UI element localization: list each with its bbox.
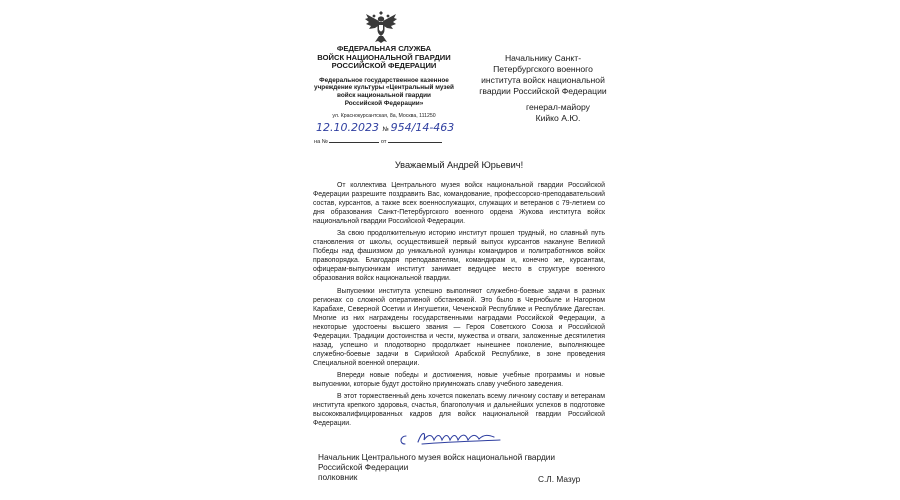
salutation: Уважаемый Андрей Юрьевич!: [394, 160, 524, 170]
recipient-name: Кийко А.Ю.: [535, 113, 581, 123]
sender-address: ул. Краснокурсантская, 8а, Москва, 111250: [332, 113, 436, 120]
recipient-rank: генерал-майору: [526, 102, 590, 112]
letter-body: [313, 181, 605, 431]
inst-line-2: учреждение культуры «Центральный музей: [314, 84, 454, 92]
registration-line: 12.10.2023 № 954/14-463: [316, 121, 455, 134]
closing-line-1: Начальник Центрального музея войск национальной гвардии: [318, 452, 556, 462]
recipient-line-1: Начальнику Санкт-: [504, 53, 582, 63]
inst-line-4: Российской Федерации»: [344, 99, 424, 107]
handwritten-date: 12.10.2023: [316, 121, 379, 134]
org-line-1: ФЕДЕРАЛЬНАЯ СЛУЖБА: [336, 44, 432, 53]
eagle-emblem-icon: [364, 8, 398, 44]
recipient-line-2: Петербургского военного: [493, 64, 593, 74]
paragraph-1: От коллектива Центрального музея войск национальной гвардии Российской Федерации разрешите поздравить Вас, командование, профессорско-преподавательский состав, курсантов, а также всех военнослужащих, служащих и ветеранов с 79-летием со дня образования Санкт-Петербургского военного ордена Жукова института войск национальной гвардии Российской Федерации.: [313, 182, 605, 226]
signer-name: С.Л. Мазур: [538, 474, 581, 484]
ref-from: от: [380, 139, 387, 145]
inst-line-1: Федеральное государственное казенное: [319, 76, 449, 84]
paragraph-2: За свою продолжительную историю институт прошел трудный, но славный путь становления от школы, осуществившей первый выпуск курсантов накануне Великой Победы над фашизмом до уникальной кузницы командиров и политработников войск правопорядка. Благодаря преподавателям, командирам и, конечно же, курсантам, офицерам-выпускникам институт занимает ведущее место в структуре военного образования войск национальной гвардии.: [313, 230, 605, 283]
handwritten-number: 954/14-463: [390, 121, 455, 134]
org-line-2: ВОЙСК НАЦИОНАЛЬНОЙ ГВАРДИИ: [317, 52, 451, 62]
paragraph-4: Впереди новые победы и достижения, новые учебные программы и новые выпускники, которые будут достойно приумножать славу учебного заведения.: [313, 371, 605, 388]
paragraph-5: В этот торжественный день хочется пожелать всему личному составу и ветеранам института крепкого здоровья, счастья, благополучия и дальнейших успехов в подготовке высококвалифицированных кадров для войск национальной гвардии Российской Федерации.: [313, 393, 605, 428]
ref-prefix: на №: [314, 139, 328, 145]
reference-line: [314, 139, 442, 145]
closing-block: [318, 452, 555, 482]
sender-block: [300, 45, 468, 119]
recipient-block: [478, 53, 608, 97]
recipient-line-3: института войск национальной: [481, 75, 605, 85]
paragraph-3: Выпускники института успешно выполняют служебно-боевые задачи в разных регионах со сложной оперативной обстановкой. Это было в Чернобыле и Нагорном Карабахе, Северной Осетии и Ингушетии, Чеченской Республике и Республике Дагестан. Многие из них награждены государственными наградами Российской Федерации, а некоторые удостоены высшего звания — Героя Советского Союза и Российской Федерации. Традиции достоинства и чести, мужества и отваги, заложенные десятилетия назад, успешно и плодотворно продолжает нынешнее поколение, выполняющее служебно-боевые задачи в Сирийской Арабской Республике, в зоне проведения Специальной военной операции.: [313, 287, 605, 367]
org-line-3: РОССИЙСКОЙ ФЕДЕРАЦИИ: [331, 61, 437, 71]
handwritten-regards-signature: [396, 428, 506, 450]
recipient-rank-block: [508, 102, 608, 124]
closing-line-2: Российской Федерации: [318, 462, 409, 472]
closing-line-3: полковник: [318, 472, 358, 482]
inst-line-3: войск национальной гвардии: [337, 91, 431, 99]
recipient-line-4: гвардии Российской Федерации: [479, 86, 607, 96]
